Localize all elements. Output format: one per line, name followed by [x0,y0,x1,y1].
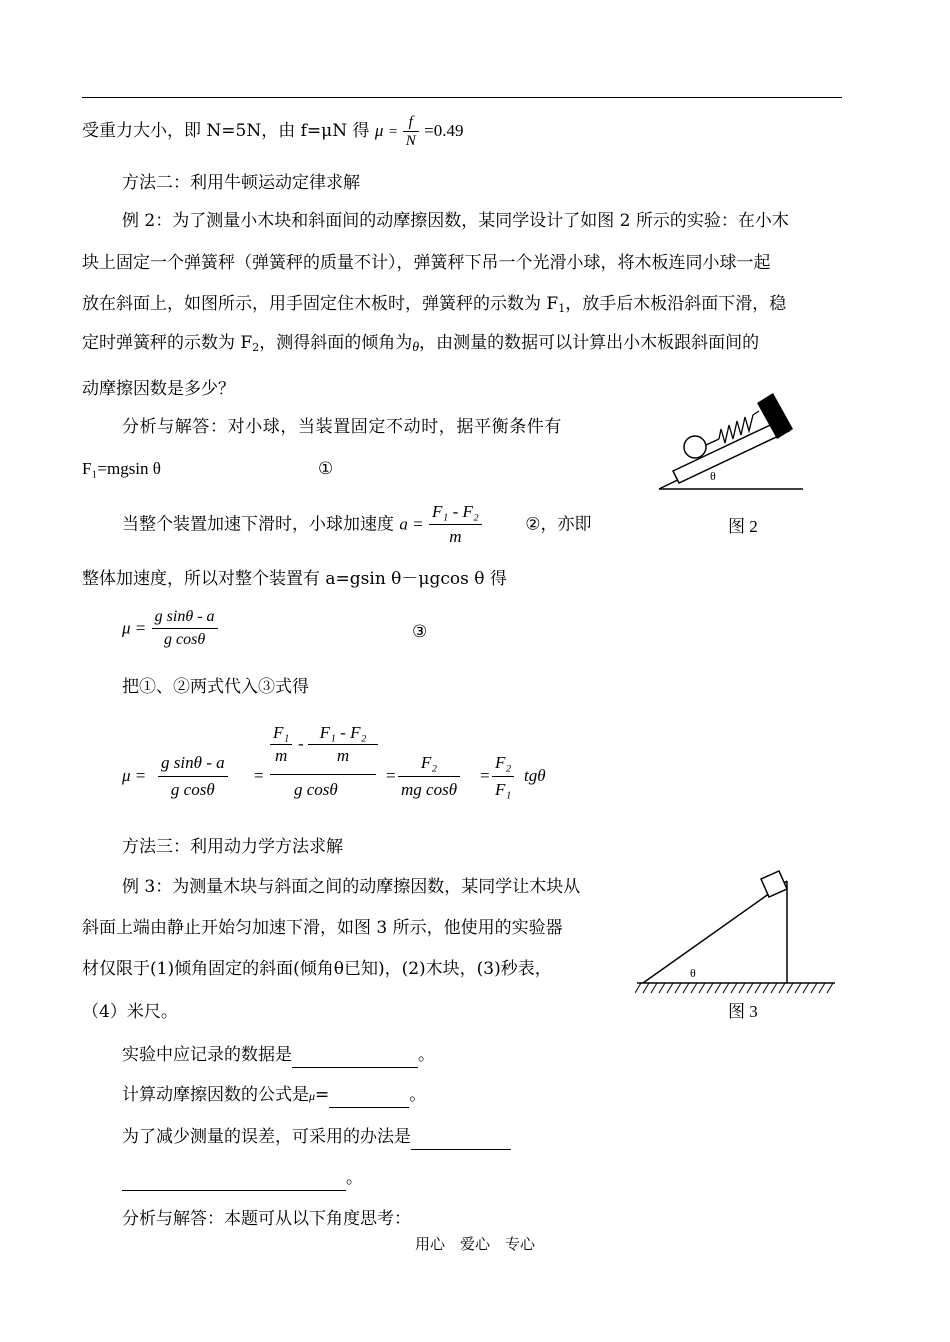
ex2-line4: 定时弹簧秤的示数为 $F_2$，测得斜面的倾角为θ，由测量的数据可以计算出小木板跟斜面间的 [82,333,760,355]
figure-3-caption: 图 3 [728,1002,758,1021]
ex2-line3: 放在斜面上，如图所示，用手固定住木板时，弹簧秤的示数为 $F_1$，放手后木板沿斜面下滑，稳 [82,294,787,315]
accel-line: 当整个装置加速下滑时，小球加速度 a = $\frac{\text{F₁ - F₂}}{m}$ ②，亦即 [122,500,591,549]
figure-3-angle: θ [690,966,696,980]
paragraph-line1: 受重力大小，即 N=5N，由 f=μN 得 μ = $\frac{f}{N}$ =0.49 [82,114,464,149]
equation-1-mark: ① [318,459,334,479]
answer-blank-2[interactable] [329,1083,409,1108]
method2-heading: 方法二：利用牛顿运动定律求解 [122,173,360,193]
fraction-f-over-n: $\frac{f}{N}$ [403,113,419,150]
method3-heading: 方法三：利用动力学方法求解 [122,837,343,857]
page-footer: 用心 爱心 专心 [414,1235,535,1253]
question-1: 实验中应记录的数据是 。 [122,1043,435,1068]
question-3: 为了减少测量的误差，可采用的办法是 [122,1125,511,1150]
final-frac-3: $\frac{\text{F₂}}{\text{mg cosθ}}$ [398,750,460,803]
whole-accel-line: 整体加速度，所以对整个装置有 a=gsin θ－μgcos θ 得 [82,569,507,589]
ex2-line5: 动摩擦因数是多少？ [82,379,235,399]
figure-3-incline-diagram [635,865,840,995]
answer-blank-3[interactable] [411,1125,511,1150]
fraction-accel: $\frac{\text{F₁ - F₂}}{m}$ [429,500,482,549]
equation-3: μ = $\frac{\text{g sinθ - a}}{\text{g cosθ}}$ [122,606,218,651]
header-rule [82,97,842,98]
answer-blank-4[interactable] [122,1166,346,1191]
figure-2-angle: θ [710,469,716,483]
analysis1-text: 分析与解答：对小球，当装置固定不动时，据平衡条件有 [122,417,562,437]
ex3-line4: （4）米尺。 [82,1002,178,1022]
document-page: 受重力大小，即 N=5N，由 f=μN 得 μ = $\frac{f}{N}$ =0.49 方法二：利用牛顿运动定律求解 例 2：为了测量小木块和斜面间的动摩擦因数，某同学设计了如图 2 所示的实验：在小木 块上固定一个弹簧秤（弹簧秤的质量不计），弹簧秤下吊一个光滑小球，将木板连同小球一起 放在斜面上，如图所示，用手固定住木板时，弹簧秤的示数为 $F_1$，放手后木板沿斜面下滑，稳 定时弹簧秤的示数为 $F_2$，测得斜面的倾角为θ，由测量的数据可以计算出小木板跟斜面间的 动摩擦因数是多少？ 分析与解答：对小球，当装置固定不动时，据平衡条件有 F₁=mgsin θ ① 当整个装置加速下滑时，小球加速度 a = $\frac{\text{F₁ - F₂}}{m}$ ②，亦即 整体加速度，所以对整个装置有 a=gsin θ－μgcos θ 得 μ = $\frac{\text{g sinθ - a}}{\text{g cosθ}}$ ③ 把①、②两式代入③式得 μ = $\frac{\text{g sinθ - a}}{\text{g cosθ}}$ = $\frac{\text{F₁}}{m}$ - $\frac{\text{F₁ - F₂}}{m}$ g cosθ = $\frac{\text{F₂}}{\text{mg cosθ}}$ = $\frac{\text{F₂}}{\text{F₁}}$ tgθ 方法三：利用动力学方法求解 例 3：为测量木块与斜面之间的动摩擦因数，某同学让木块从 斜面上端由静止开始匀加速下滑，如图 3 所示，他使用的实验器 材仅限于(1)倾角固定的斜面(倾角θ已知)，(2)木块，(3)秒表， （4）米尺。 实验中应记录的数据是 。 计算动摩擦因数的公式是μ= 。 为了减少测量的误差，可采用的办法是 。 分析与解答：本题可从以下角度思考： θ 图 2 θ 图 3 用心 爱心 专心 [0,0,950,1342]
answer-blank-1[interactable] [292,1043,418,1068]
question-3-cont: 。 [122,1166,363,1191]
ex3-line2: 斜面上端由静止开始匀加速下滑，如图 3 所示，他使用的实验器 [82,918,563,938]
final-frac-1: $\frac{\text{g sinθ - a}}{\text{g cosθ}}$ [158,750,228,803]
equation-1: F₁=mgsin θ [82,459,161,478]
figure-2-incline-diagram [655,385,815,497]
equation-3-mark: ③ [412,622,428,642]
substitute-line: 把①、②两式代入③式得 [122,677,309,697]
ex3-line1: 例 3：为测量木块与斜面之间的动摩擦因数，某同学让木块从 [122,877,581,897]
ex2-line1: 例 2：为了测量小木块和斜面间的动摩擦因数，某同学设计了如图 2 所示的实验：在小木 [122,211,789,231]
ex2-line2: 块上固定一个弹簧秤（弹簧秤的质量不计），弹簧秤下吊一个光滑小球，将木板连同小球一起 [82,253,771,273]
ex3-line3: 材仅限于(1)倾角固定的斜面(倾角θ已知)，(2)木块，(3)秒表， [82,959,552,979]
result-value: =0.49 [424,121,464,140]
fraction-mu: $\frac{\text{g sinθ - a}}{\text{g cosθ}}$ [152,606,218,651]
final-frac-4: $\frac{\text{F₂}}{\text{F₁}}$ [492,750,514,803]
mu-symbol: μ [374,121,384,140]
question-2: 计算动摩擦因数的公式是μ= 。 [122,1083,426,1108]
text: 受重力大小，即 N=5N，由 f=μN 得 [82,121,370,141]
figure-2-caption: 图 2 [728,517,758,536]
analysis3-text: 分析与解答：本题可从以下角度思考： [122,1209,411,1229]
